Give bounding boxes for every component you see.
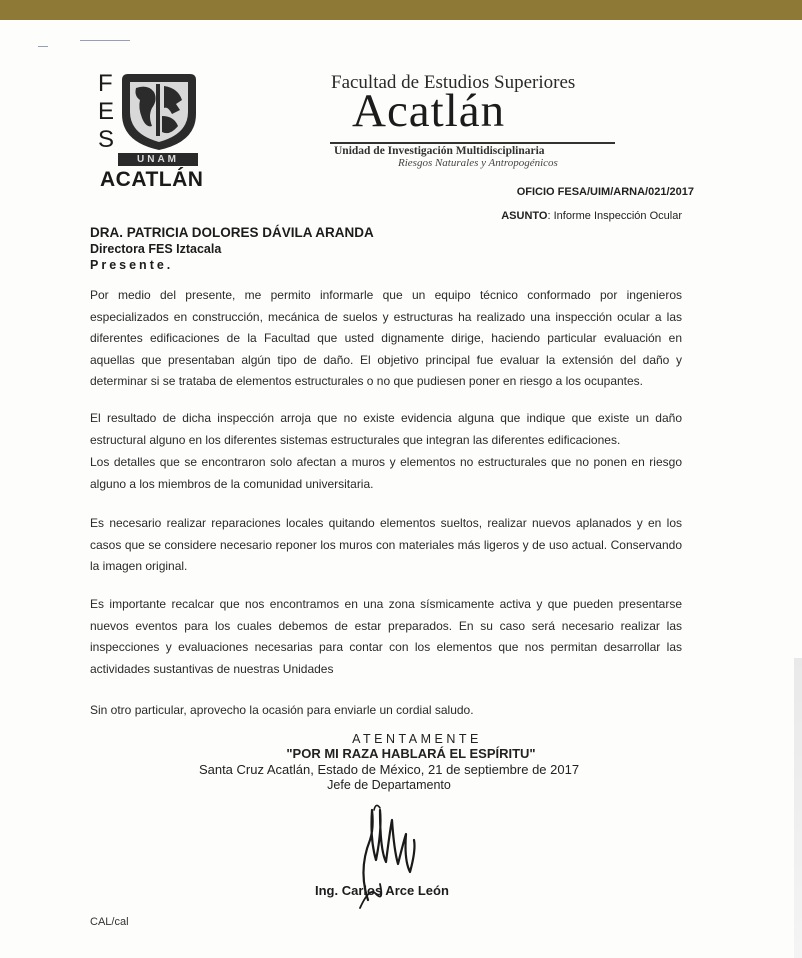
- body-paragraph-1: Por medio del presente, me permito informarle que un equipo técnico conformado por ingenieros especializados en construcción, mecánica de suelos y estructuras ha realizado una inspección ocular a las diferentes edificaciones de la Facultad que usted dignamente dirige, haciendo particular evaluación en aquellas que presentaban algún tipo de daño. El objetivo principal fue evaluar la extensión del daño y determinar si se trataba de elementos estructurales o no que pudiesen poner en riesgo a los ocupantes.: [90, 288, 682, 388]
- closing-motto: "POR MI RAZA HABLARÁ EL ESPÍRITU": [286, 746, 536, 761]
- reference-initials: CAL/cal: [90, 916, 129, 928]
- logo-unam-band: UNAM: [118, 153, 198, 166]
- logo-letter-e: E: [98, 98, 115, 125]
- scan-mark: [38, 46, 48, 47]
- asunto-line: [501, 210, 682, 222]
- unam-seal-icon: [118, 70, 200, 152]
- fes-acatlan-logo: [98, 70, 204, 192]
- logo-letter-s: S: [98, 126, 115, 153]
- page-edge-shadow: [794, 658, 802, 958]
- asunto-value: Informe Inspección Ocular: [553, 210, 682, 222]
- top-border-bar: [0, 0, 802, 20]
- asunto-colon: :: [547, 210, 554, 222]
- asunto-label: ASUNTO: [501, 210, 548, 222]
- recipient-name: DRA. PATRICIA DOLORES DÁVILA ARANDA: [90, 225, 374, 240]
- closing-atentamente: ATENTAMENTE: [352, 732, 482, 746]
- header-faculty: Facultad de Estudios Superiores: [331, 72, 576, 93]
- header-subunit: Riesgos Naturales y Antropogénicos: [398, 157, 558, 169]
- recipient-position: Directora FES Iztacala: [90, 242, 222, 256]
- header-campus: Acatlán: [352, 85, 506, 137]
- closing-role: Jefe de Departamento: [327, 778, 451, 792]
- logo-letter-f: F: [98, 70, 113, 97]
- scan-mark: [80, 40, 130, 41]
- body-paragraph-2: El resultado de dicha inspección arroja que no existe evidencia alguna que indique que existe un daño estructural alguno en los diferentes sistemas estructurales que integran las diferentes edificaciones.: [90, 411, 682, 447]
- body-paragraph-6: Sin otro particular, aprovecho la ocasión para enviarle un cordial saludo.: [90, 703, 474, 717]
- logo-fes-letters: [98, 70, 118, 154]
- header-rule: [330, 142, 615, 144]
- body-paragraph-3: Los detalles que se encontraron solo afectan a muros y elementos no estructurales que no ponen en riesgo alguno a los miembros de la comunidad universitaria.: [90, 455, 682, 491]
- closing-place-date: Santa Cruz Acatlán, Estado de México, 21 de septiembre de 2017: [198, 762, 580, 777]
- header-unit: Unidad de Investigación Multidisciplinaria: [334, 145, 545, 157]
- body-paragraph-4: Es necesario realizar reparaciones locales quitando elementos sueltos, realizar nuevos aplanados y en los casos que se considere necesario reponer los muros con materiales más ligeros y de uso actual. Conservando la imagen original.: [90, 516, 682, 573]
- body-paragraph-5: Es importante recalcar que nos encontramos en una zona sísmicamente activa y que pueden presentarse nuevos eventos para los cuales debemos de estar preparados. En su caso será necesario realizar las inspecciones y evaluaciones necesarias para contar con los elementos que nos permitan desarrollar las actividades sustantivas de nuestras Unidades: [90, 597, 682, 676]
- logo-acatlan-text: ACATLÁN: [100, 168, 204, 191]
- oficio-number: OFICIO FESA/UIM/ARNA/021/2017: [516, 186, 694, 198]
- signer-name: Ing. Carlos Arce León: [315, 883, 449, 898]
- recipient-greeting: Presente.: [90, 258, 174, 272]
